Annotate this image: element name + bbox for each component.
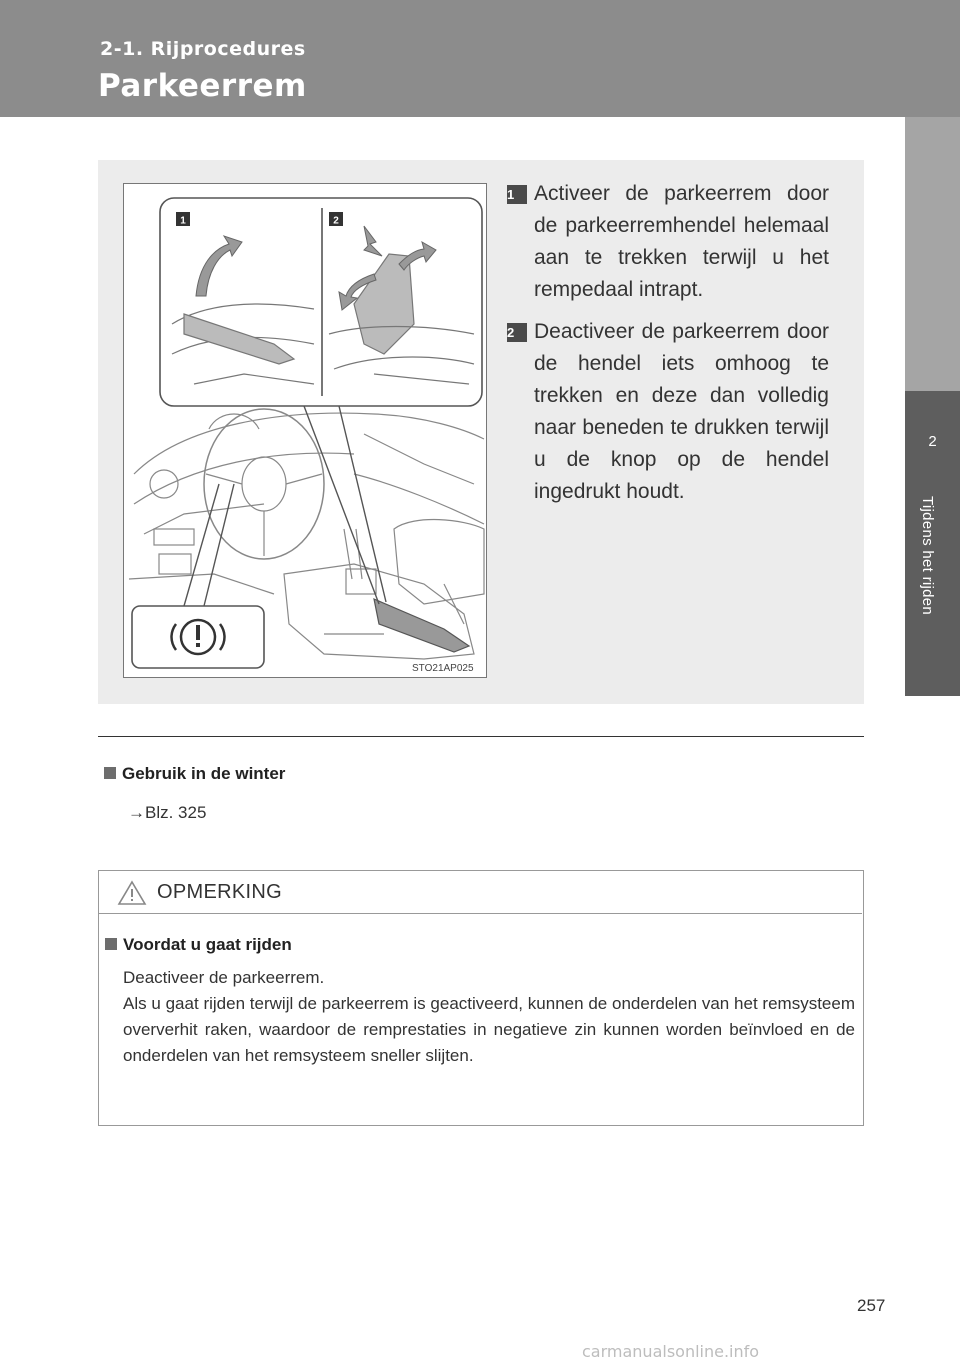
notice-header [99,871,862,914]
step-text: Activeer de parkeerrem door de parkeerremhendel helemaal aan te trekken terwijl u het rempedaal intrapt. [534,182,829,301]
winter-heading [104,764,285,784]
warning-triangle-icon [117,880,147,906]
square-bullet-icon [104,767,116,779]
figure-code: STO21AP025 [412,663,474,674]
step-text: Deactiveer de parkeerrem door de hendel iets omhoog te trekken en deze dan volledig naar beneden te drukken terwijl u de knop op de hendel ingedrukt houdt. [534,320,829,503]
chapter-number: 2 [928,433,937,450]
notice-subheading-text: Voordat u gaat rijden [123,935,292,954]
side-tab-upper [905,117,960,391]
notice-box [98,870,864,1126]
step-1 [507,178,829,306]
watermark: carmanualsonline.info [582,1342,760,1361]
section-divider [98,736,864,737]
section-label: 2-1. Rijprocedures [100,38,306,60]
header-bar [0,0,960,117]
square-bullet-icon [105,938,117,950]
page-reference-link[interactable]: →Blz. 325 [128,803,207,822]
parking-brake-illustration [123,183,487,678]
page-title: Parkeerrem [98,68,307,104]
chapter-label: Tijdens het rijden [919,496,936,616]
notice-title: OPMERKING [157,881,282,903]
steps-list [507,178,829,518]
notice-paragraph: Als u gaat rijden terwijl de parkeerrem is geactiveerd, kunnen de onderdelen van het remsysteem oververhit raken, waardoor de remprestaties in negatieve zin kunnen worden beïnvloed en de onderdelen van het remsysteem sneller slijten. [123,994,855,1065]
notice-line-1: Deactiveer de parkeerrem. [123,968,325,987]
inset-1-label: 1 [180,215,186,227]
chapter-tab[interactable] [905,391,960,696]
car-interior-drawing [124,184,487,678]
notice-body [123,965,855,1069]
notice-subheading [105,935,292,955]
step-badge: 2 [507,323,527,342]
winter-heading-text: Gebruik in de winter [122,764,286,783]
step-2 [507,316,829,508]
inset-2-label: 2 [333,215,339,227]
page-number: 257 [857,1296,886,1315]
step-badge: 1 [507,185,527,204]
